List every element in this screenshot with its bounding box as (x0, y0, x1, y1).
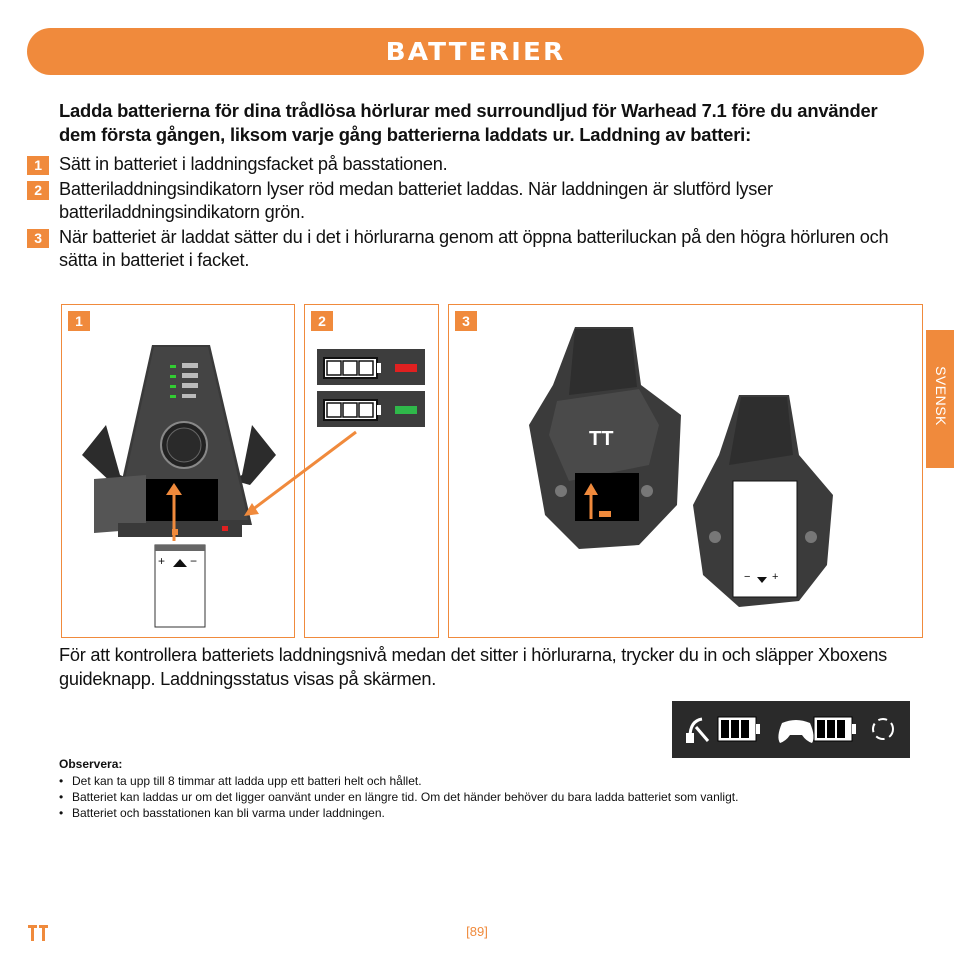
note-text: Det kan ta upp till 8 timmar att ladda upp ett batteri helt och hållet. (72, 774, 422, 788)
section-banner (27, 28, 924, 75)
step-number: 2 (27, 181, 49, 200)
battery-icon (718, 717, 760, 741)
panel-number: 3 (455, 311, 477, 331)
step-2 (27, 178, 922, 224)
intro-text: Ladda batterierna för dina trådlösa hörlurar med surroundljud för Warhead 7.1 före du använder dem första gången, liksom varje gång batterierna laddats ur. Laddning av batteri: (59, 100, 878, 145)
step-3 (27, 226, 922, 272)
list-item: • Det kan ta upp till 8 timmar att ladda upp ett batteri helt och hållet. (59, 774, 422, 788)
battery-plus-sign: + (772, 571, 779, 583)
battery-icon (814, 717, 856, 741)
battery-plus-sign: + (158, 554, 166, 568)
battery-minus-sign: − (744, 571, 751, 583)
note-text: Batteriet kan laddas ur om det ligger oanvänt under en längre tid. Om det händer behöver du bara ladda batteriet som vanligt. (72, 790, 739, 804)
xbox-status-bar (672, 701, 910, 758)
language-label: SVENSK (933, 366, 949, 426)
notes-list (59, 773, 929, 821)
step-text: När batteriet är laddat sätter du i det i hörlurarna genom att öppna batteriluckan på den högra hörluren och sätta in batteriet i facket. (59, 227, 889, 270)
note-text: Batteriet och basstationen kan bli varma under laddningen. (72, 806, 385, 820)
step-text: Sätt in batteriet i laddningsfacket på basstationen. (59, 154, 448, 174)
battery-minus-sign: − (190, 554, 198, 568)
led-red (395, 364, 417, 372)
step-text: Batteriladdningsindikatorn lyser röd medan batteriet laddas. När laddningen är slutförd lyser batteriladdningsindikatorn grön. (59, 179, 773, 222)
list-item: • Batteriet och basstationen kan bli varma under laddningen. (59, 806, 385, 820)
guide-ring-icon (873, 719, 893, 739)
step-number: 3 (27, 229, 49, 248)
check-text: För att kontrollera batteriets laddningsnivå medan det sitter i hörlurarna, trycker du in och släpper Xboxens guideknapp. Laddningsstatus visas på skärmen. (59, 645, 888, 689)
page-number: [89] (466, 924, 488, 939)
charge-indicator-illustration (305, 305, 438, 637)
svg-text:TT: TT (589, 428, 614, 450)
panel-number: 2 (311, 311, 333, 331)
panel-headphones (448, 304, 923, 638)
panel-charge-indicator (304, 304, 439, 638)
list-item: • Batteriet kan laddas ur om det ligger oanvänt under en längre tid. Om det händer behöver du bara ladda batteriet som vanligt. (59, 790, 739, 804)
headset-icon (686, 719, 708, 743)
base-station-illustration (62, 305, 294, 637)
notes-title: Observera: (59, 757, 123, 771)
controller-icon (778, 720, 813, 743)
panel-number: 1 (68, 311, 90, 331)
language-tab (926, 330, 954, 468)
section-title: BATTERIER (385, 37, 566, 66)
step-number: 1 (27, 156, 49, 175)
panel-base-station (61, 304, 295, 638)
headphones-illustration (449, 305, 922, 637)
step-1 (27, 153, 922, 176)
led-green (395, 406, 417, 414)
